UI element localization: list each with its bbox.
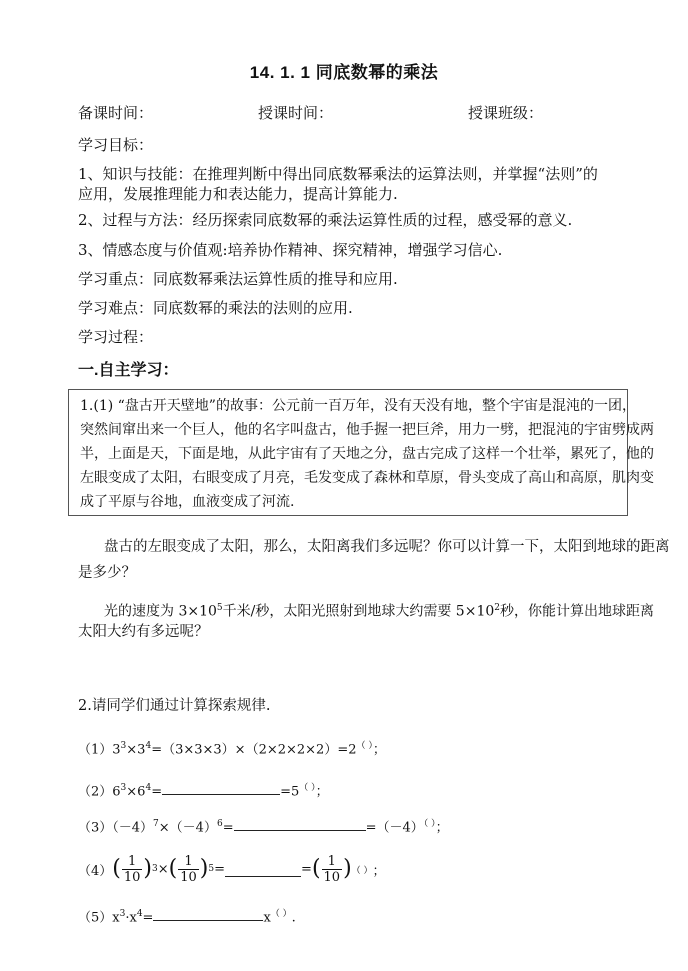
story-line: 成了平原与谷地，血液变成了河流. [80,494,295,510]
equation-2: $(2)6^3\times 6^4= =5^{( )}$； [78,780,329,799]
equation-5: $(5)x^3\cdot x^4= x^{( )}$. [78,906,296,925]
teach-time-label: 授课时间： [258,104,334,122]
left-paren: ( [311,856,321,881]
equation-3: $(3)(-4)^7\times(-4)^6= =(-4)^{( )}$； [78,816,449,835]
goal-3: 3、情感态度与价值观:培养协作精神、探究精神，增强学习信心. [78,241,503,259]
goal-1-line-1: 1、知识与技能：在推理判断中得出同底数幂乘法的运算法则，并掌握“法则”的 [78,165,598,183]
goal-1-line-2: 应用，发展推理能力和表达能力，提高计算能力. [78,185,398,203]
goal-2: 2、过程与方法：经历探索同底数幂的乘法运算性质的过程，感受幂的意义. [78,211,573,229]
right-paren: ) [199,856,209,881]
light-speed-question: 光的速度为 $3\times 10^5$千米/秒，太阳光照射到地球大约需要 $5\times 10^2$秒，你能计算出地球距离 [104,603,654,620]
story-line: 突然间窜出来一个巨人，他的名字叫盘古，他手握一把巨斧，用力一劈，把混沌的宇宙劈成两 [80,422,654,438]
sun-question-line-1: 盘古的左眼变成了太阳，那么，太阳离我们多远呢？你可以计算一下，太阳到地球的距离 [104,539,670,555]
light-speed-question-line-2: 太阳大约有多远呢？ [78,624,209,640]
page-title: 14. 1. 1 同底数幂的乘法 [249,63,439,82]
difficulty: 学习难点：同底数幂的乘法的法则的应用. [78,299,353,317]
question-2-heading: 2.请同学们通过计算探索规律. [78,698,271,714]
left-paren: ( [112,856,121,881]
key-point: 学习重点：同底数幂乘法运算性质的推导和应用. [78,270,398,288]
answer-blank[interactable] [225,862,301,877]
sun-question-line-2: 是多少？ [78,565,136,581]
answer-blank[interactable] [234,816,366,831]
fraction: $\frac{1}{10}$ [123,853,141,885]
prep-time-label: 备课时间： [78,104,154,122]
left-paren: ( [168,856,178,881]
story-line: 半，上面是天，下面是地，从此宇宙有了天地之分，盘古完成了这样一个壮举，累死了，他的 [80,446,654,462]
goals-heading: 学习目标： [78,136,154,154]
section-self-study: 一.自主学习： [78,362,179,379]
right-paren: ) [143,856,153,881]
class-label: 授课班级： [468,104,544,122]
process-heading: 学习过程： [78,328,154,346]
fraction: $\frac{1}{10}$ [323,853,341,885]
right-paren: ) [343,856,352,881]
fraction: $\frac{1}{10}$ [180,853,197,885]
story-text [80,394,654,514]
answer-blank[interactable] [153,906,263,921]
equation-4: （4） ( $\frac{1}{10}$ ) 3 × ( $\frac{1}{10}$ ) 5 = = ( $\frac{1}{10}$ ) （ ） ； [78,853,386,885]
equation-1: $(1)3^3\times 3^4=(3\times 3\times 3)\times(2\times 2\times 2\times 2)=2^{( )}$； [78,741,386,758]
answer-blank[interactable] [162,780,280,795]
story-line: 左眼变成了太阳，右眼变成了月亮，毛发变成了森林和草原，骨头变成了高山和高原，肌肉变 [80,470,654,486]
story-line: 1.(1) “盘古开天壁地”的故事：公元前一百万年，没有天没有地，整个宇宙是混沌的一团， [80,398,636,414]
